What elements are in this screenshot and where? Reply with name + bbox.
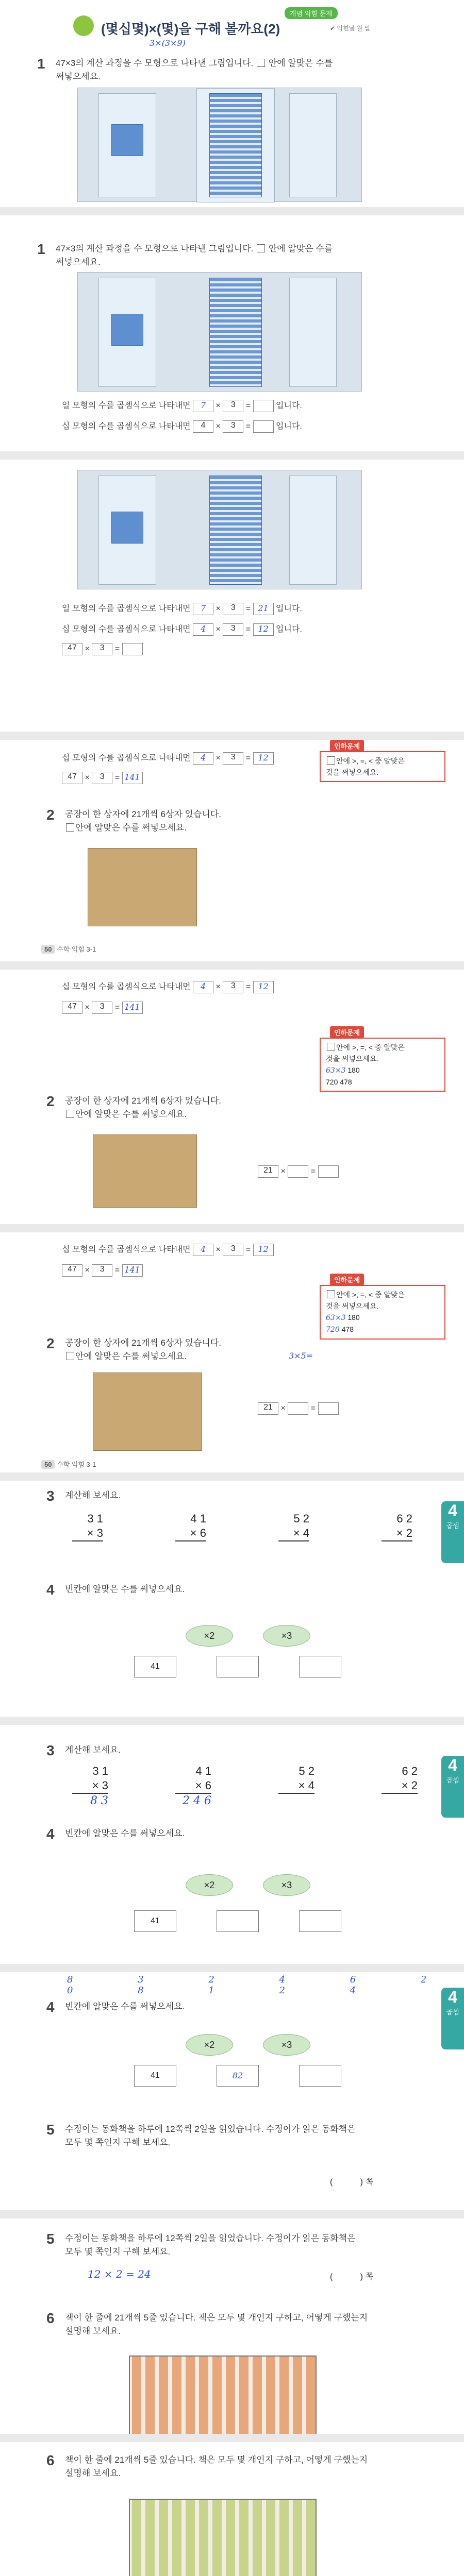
chain-start: 41 bbox=[134, 1656, 176, 1677]
block-figure bbox=[77, 272, 362, 392]
hint-label: 인하문제 bbox=[330, 740, 364, 752]
problem-1-text: 47×3의 계산 과정을 수 모형으로 나타낸 그림입니다. 안에 알맞은 수를 써넣으세요. bbox=[56, 58, 333, 81]
egg-cartons bbox=[93, 1134, 197, 1208]
page-frame-8: 3 계산해 보세요. 3 1 × 3 8 3 4 1 × 6 2 4 6 5 2 × 4 6 2 × 2 4 빈칸에 알맞은 수를 써넣으세요. 41 ×2 ×3 4 곱셈 bbox=[0, 1725, 464, 1964]
page-frame-7: 3 계산해 보세요. 3 1 × 3 4 1 × 6 5 2 × 4 6 2 × 2 4 빈칸에 알맞은 수를 써넣으세요. 41 ×2 ×3 4 곱셈 bbox=[0, 1481, 464, 1717]
chain-mid bbox=[217, 1656, 259, 1677]
mult-2: 4 1 × 6 bbox=[175, 1512, 206, 1556]
bead-figure bbox=[129, 2499, 317, 2576]
hint-box: 안에 >, =, < 중 알맞은 것을 써넣으세요. bbox=[320, 751, 445, 782]
page-frame-6: 십 모형의 수를 곱셈식으로 나타내면 4 × 3 = 12 47 × 3 = 141 인하문제 안에 >, =, < 중 알맞은 것을 써넣으세요. 63×3 180 720 478 3×5= 2 공장이 한 상자에 21개씩 6상자 있습니다. 안에 알맞은 수를 써넣으세요. 21 × = 50 수학 익힘 3-1 bbox=[0, 1232, 464, 1473]
answer-paren: ( ) 쪽 bbox=[330, 2178, 373, 2187]
page-frame-2: 1 47×3의 계산 과정을 수 모형으로 나타낸 그림입니다. 안에 알맞은 수를 써넣으세요. 일 모형의 수를 곱셈식으로 나타내면 7 × 3 = 입니다. 십 모형의 수를 곱셈식으로 나타내면 4 × 3 = 입니다. bbox=[0, 215, 464, 452]
p5-hand-work: 12 × 2 = 24 bbox=[88, 2268, 151, 2280]
side-tab: 4 곱셈 bbox=[441, 1501, 464, 1563]
problem-3-text: 계산해 보세요. bbox=[65, 1490, 121, 1500]
problem-6-text: 책이 한 줄에 21개씩 5줄 있습니다. 책은 모두 몇 개인지 구하고, 어떻게 구했는지 설명해 보세요. bbox=[65, 2313, 368, 2336]
page-frame-5: 십 모형의 수를 곱셈식으로 나타내면 4 × 3 = 12 47 × 3 = 141 인하문제 안에 >, =, < 중 알맞은 것을 써넣으세요. 63×3 180 720 478 2 공장이 한 상자에 21개씩 6상자 있습니다. 안에 알맞은 수를 써넣으세요. 21 × = bbox=[0, 970, 464, 1225]
mult-4: 6 2 × 2 bbox=[382, 1512, 412, 1556]
page-title: (몇십몇)×(몇)을 구해 볼까요(2) bbox=[101, 21, 280, 37]
page-frame-3: 일 모형의 수를 곱셈식으로 나타내면 7 × 3 = 21 입니다. 십 모형의 수를 곱셈식으로 나타내면 4 × 3 = 12 입니다. 47 × 3 = bbox=[0, 460, 464, 732]
block-figure bbox=[77, 88, 362, 202]
hand-note: 3×(3×9) bbox=[150, 38, 186, 48]
page-frame-11: 6 책이 한 줄에 21개씩 5줄 있습니다. 책은 모두 몇 개인지 구하고, 어떻게 구했는지 설명해 보세요. bbox=[0, 2442, 464, 2576]
chain-end bbox=[299, 1656, 341, 1677]
bullet-tens: 십 모형의 수를 곱셈식으로 나타내면 4 × 3 = 입니다. bbox=[62, 419, 302, 433]
hint-box: 안에 >, =, < 중 알맞은 것을 써넣으세요. 63×3 180 720 478 bbox=[320, 1038, 445, 1092]
problem-1-number: 1 bbox=[37, 56, 45, 72]
page-frame-1 bbox=[0, 0, 464, 208]
problem-4-text: 빈칸에 알맞은 수를 써넣으세요. bbox=[65, 1584, 185, 1594]
page-frame-10: 5 수정이는 동화책을 하루에 12쪽씩 2일을 읽었습니다. 수정이가 읽은 동화책은 모두 몇 쪽인지 구해 보세요. 12 × 2 = 24 ( ) 쪽 6 책이 한 줄에 21개씩 5줄 있습니다. 책은 모두 몇 개인지 구하고, 어떻게 구했는지 설명해 보세요. bbox=[0, 2218, 464, 2434]
mult-1: 3 1 × 3 bbox=[72, 1512, 103, 1556]
op-oval-2: ×3 bbox=[263, 1625, 310, 1647]
concept-tag: 개념 익힘 문제 bbox=[285, 7, 338, 19]
problem-1-text: 47×3의 계산 과정을 수 모형으로 나타낸 그림입니다. 안에 알맞은 수를 써넣으세요. bbox=[56, 244, 333, 267]
hand-row: 8 3 2 4 6 2 0 8 1 2 4 bbox=[67, 1974, 427, 1996]
block-figure bbox=[77, 470, 362, 589]
egg-equation: 21 × = bbox=[258, 1165, 339, 1178]
footer-left: 50 수학 익힘 3-1 bbox=[41, 944, 96, 954]
bullet-ones: 일 모형의 수를 곱셈식으로 나타내면 7 × 3 = 입니다. bbox=[62, 399, 302, 412]
problem-5-text: 수정이는 동화책을 하루에 12쪽씩 2일을 읽었습니다. 수정이가 읽은 동화책은 모두 몇 쪽인지 구해 보세요. bbox=[65, 2124, 356, 2147]
problem-2-text: 공장이 한 상자에 21개씩 6상자 있습니다. 안에 알맞은 수를 써넣으세요. bbox=[65, 809, 222, 833]
bead-figure bbox=[129, 2355, 317, 2434]
bullet-total: 47 × 3 = bbox=[62, 643, 143, 655]
page-frame-9: 8 3 2 4 6 2 0 8 1 2 4 4 빈칸에 알맞은 수를 써넣으세요. 41 ×2 82 ×3 5 수정이는 동화책을 하루에 12쪽씩 2일을 읽었습니다. 수정이가 읽은 동화책은 모두 몇 쪽인지 구해 보세요. ( ) 쪽 4 곱셈 bbox=[0, 1972, 464, 2211]
check-date: ✔ 익힌날 월 일 bbox=[330, 25, 371, 32]
title-icon bbox=[73, 15, 94, 36]
mult-3: 5 2 × 4 bbox=[278, 1512, 309, 1556]
op-oval-1: ×2 bbox=[186, 1625, 233, 1647]
egg-cartons bbox=[88, 848, 197, 926]
page-frame-4: 십 모형의 수를 곱셈식으로 나타내면 4 × 3 = 12 47 × 3 = 141 인하문제 안에 >, =, < 중 알맞은 것을 써넣으세요. 2 공장이 한 상자에 21개씩 6상자 있습니다. 안에 알맞은 수를 써넣으세요. 50 수학 익힘 3-1 bbox=[0, 740, 464, 962]
